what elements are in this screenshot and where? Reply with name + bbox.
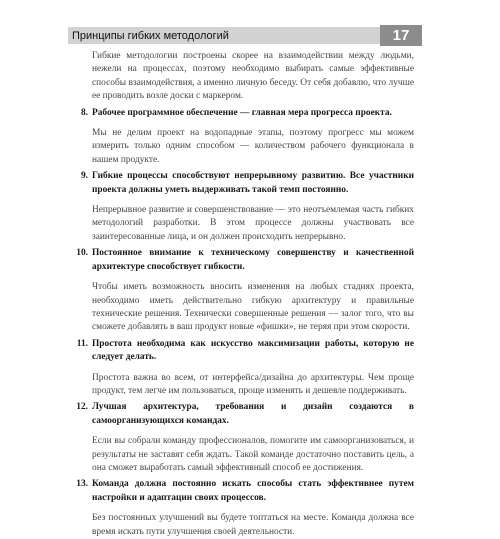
- principle-title: Постоянное внимание к техническому совершенству и качественной архитектуре способствует гибкости.: [92, 248, 414, 272]
- principle-text: Простота важна во всем, от интерфейса/дизайна до архитектуры. Чем проще продукт, тем легче им пользоваться, проще изменять и дешевле поддерживать.: [92, 372, 414, 396]
- running-header: [68, 27, 420, 44]
- principle-title: Команда должна постоянно искать способы стать эффективнее путем настройки и адаптации своих процессов.: [92, 479, 414, 503]
- principle-title: Гибкие процессы способствуют непрерывному развитию. Все участники проекта должны уметь выдерживать такой темп постоянно.: [92, 171, 414, 195]
- principle-number: 9.: [80, 171, 88, 182]
- principle-text: Непрерывное развитие и совершенствование — это неотъемлемая часть гибких методологий разработки. В этом процессе должны участвовать все заинтересованные лица, и он должен происходить непрерывно.: [92, 205, 414, 242]
- principle-title: Простота необходима как искусство максимизации работы, которую не следует делать.: [92, 338, 414, 363]
- principle-text: Без постоянных улучшений вы будете топтаться на месте. Команда должна все время искать пути улучшения своей деятельности.: [92, 513, 414, 537]
- principle-title: Рабочее программное обеспечение — главная мера прогресса проекта.: [92, 107, 392, 118]
- principle-item: [76, 338, 414, 399]
- principle-number: 13.: [76, 479, 88, 490]
- principle-text: Если вы собрали команду профессионалов, помогите им самоорганизоваться, и результаты не заставят себя ждать. Такой команде достаточно поставить цель, а она сможет выработать самый эффективный способ ее достижения.: [92, 436, 414, 473]
- principle-text: Чтобы иметь возможность вносить изменения на любых стадиях проекта, необходимо иметь действительно гибкую архитектуру и правильные технические решения. Технически совершенные решения — залог того, что вы сможете добавлять в ваш продукт новые «фишки», не теряя при этом скорости.: [92, 282, 414, 333]
- principle-item: [76, 478, 414, 539]
- page-body: [76, 50, 414, 539]
- principle-item: [80, 107, 414, 168]
- page-number: 17: [380, 25, 422, 46]
- intro-paragraph: Гибкие методологии построены скорее на взаимодействии между людьми, нежели на процессах, поэтому необходимо выбирать самые эффективные способы взаимодействия, а именно личную беседу. От себя добавлю, что лучше ее проводить возле доски с маркером.: [92, 51, 414, 102]
- principle-title: Лучшая архитектура, требования и дизайн создаются в самоорганизующихся командах.: [92, 402, 414, 426]
- principle-item: [80, 170, 414, 244]
- principle-number: 11.: [76, 338, 88, 349]
- principle-item: [76, 401, 414, 475]
- principle-number: 8.: [80, 107, 88, 118]
- principle-number: 12.: [76, 402, 88, 413]
- chapter-title: Принципы гибких методологий: [72, 29, 229, 42]
- principle-item: [76, 247, 414, 334]
- principle-number: 10.: [76, 248, 88, 259]
- principle-text: Мы не делим проект на водопадные этапы, поэтому прогресс мы можем измерить только одним способом — количеством рабочего функционала в нашем продукте.: [92, 128, 414, 165]
